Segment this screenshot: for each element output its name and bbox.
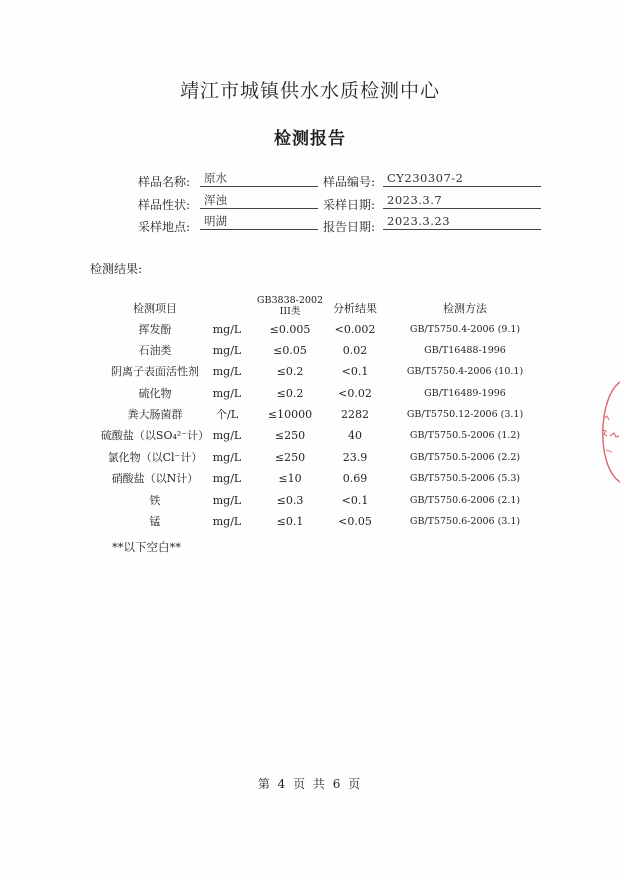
standard-cell: ≤10 <box>278 472 302 485</box>
unit-cell: mg/L <box>212 429 242 442</box>
standard-cell: ≤0.1 <box>276 515 304 528</box>
result-cell: <0.1 <box>341 494 369 507</box>
sample-location-value: 明湖 <box>200 214 318 230</box>
table-row <box>0 469 620 489</box>
table-row <box>0 341 620 361</box>
table-row <box>0 512 620 532</box>
standard-cell: ≤250 <box>274 429 306 442</box>
column-header-standard-line2: III类 <box>279 306 301 317</box>
column-header-method: 检测方法 <box>443 302 487 315</box>
item-cell: 铁 <box>149 494 161 507</box>
document-title: 检测报告 <box>274 129 346 149</box>
standard-cell: ≤0.2 <box>276 387 304 400</box>
blank-below-note: **以下空白** <box>112 540 181 554</box>
sample-date-value: 2023.3.7 <box>383 193 541 209</box>
item-cell: 硫酸盐（以SO₄²⁻计） <box>100 429 210 442</box>
item-cell: 硝酸盐（以N计） <box>111 472 199 485</box>
results-section-label: 检测结果: <box>90 262 143 276</box>
unit-cell: mg/L <box>212 387 242 400</box>
unit-cell: mg/L <box>212 365 242 378</box>
method-cell: GB/T16489-1996 <box>424 388 506 399</box>
report-date-label: 报告日期: <box>323 220 376 234</box>
sample-date-label: 采样日期: <box>323 198 376 212</box>
sample-code-label: 样品编号: <box>323 175 376 189</box>
sample-name-value: 原水 <box>200 171 318 187</box>
table-row <box>0 362 620 382</box>
table-row <box>0 320 620 340</box>
method-cell: GB/T5750.5-2006 (1.2) <box>409 430 521 441</box>
item-cell: 硫化物 <box>138 387 172 400</box>
result-cell: 40 <box>348 429 362 442</box>
method-cell: GB/T5750.5-2006 (2.2) <box>409 452 521 463</box>
table-row <box>0 448 620 468</box>
standard-cell: ≤0.3 <box>276 494 304 507</box>
standard-cell: ≤0.2 <box>276 365 304 378</box>
report-date-value: 2023.3.23 <box>383 214 541 230</box>
method-cell: GB/T16488-1996 <box>424 345 506 356</box>
seal-stamp-fragment <box>592 378 620 486</box>
item-cell: 粪大肠菌群 <box>127 408 183 421</box>
sample-state-label: 样品性状: <box>138 198 191 212</box>
method-cell: GB/T5750.6-2006 (3.1) <box>409 516 521 527</box>
sample-state-value: 浑浊 <box>200 193 318 209</box>
result-cell: 2282 <box>341 408 369 421</box>
page-number-footer: 第 4 页 共 6 页 <box>257 777 363 791</box>
result-cell: 23.9 <box>342 451 368 464</box>
sample-location-label: 采样地点: <box>138 220 191 234</box>
result-cell: <0.05 <box>338 515 372 528</box>
standard-cell: ≤0.05 <box>273 344 307 357</box>
unit-cell: mg/L <box>212 494 242 507</box>
unit-cell: mg/L <box>212 515 242 528</box>
method-cell: GB/T5750.4-2006 (9.1) <box>409 324 521 335</box>
unit-cell: mg/L <box>212 451 242 464</box>
method-cell: GB/T5750.5-2006 (5.3) <box>409 473 521 484</box>
result-cell: <0.1 <box>341 365 369 378</box>
method-cell: GB/T5750.12-2006 (3.1) <box>406 409 524 420</box>
standard-cell: ≤0.005 <box>269 323 311 336</box>
unit-cell: mg/L <box>212 344 242 357</box>
standard-cell: ≤250 <box>274 451 306 464</box>
unit-cell: mg/L <box>212 323 242 336</box>
item-cell: 挥发酚 <box>138 323 172 336</box>
result-cell: <0.02 <box>338 387 372 400</box>
item-cell: 石油类 <box>138 344 172 357</box>
column-header-result: 分析结果 <box>333 302 377 315</box>
unit-cell: mg/L <box>212 472 242 485</box>
table-row <box>0 491 620 511</box>
organization-name: 靖江市城镇供水水质检测中心 <box>179 80 440 102</box>
sample-name-label: 样品名称: <box>138 175 191 189</box>
sample-code-value: CY230307-2 <box>383 171 541 187</box>
item-cell: 氯化物（以Cl⁻计） <box>107 451 203 464</box>
column-header-item: 检测项目 <box>133 302 177 315</box>
table-row <box>0 384 620 404</box>
method-cell: GB/T5750.4-2006 (10.1) <box>406 366 524 377</box>
item-cell: 锰 <box>149 515 161 528</box>
result-cell: 0.69 <box>342 472 368 485</box>
method-cell: GB/T5750.6-2006 (2.1) <box>409 495 521 506</box>
result-cell: 0.02 <box>342 344 368 357</box>
standard-cell: ≤10000 <box>267 408 313 421</box>
result-cell: <0.002 <box>334 323 376 336</box>
column-header-standard-line1: GB3838-2002 <box>256 295 324 306</box>
table-row <box>0 426 620 446</box>
table-row <box>0 405 620 425</box>
unit-cell: 个/L <box>215 408 238 421</box>
item-cell: 阴离子表面活性剂 <box>111 365 199 378</box>
